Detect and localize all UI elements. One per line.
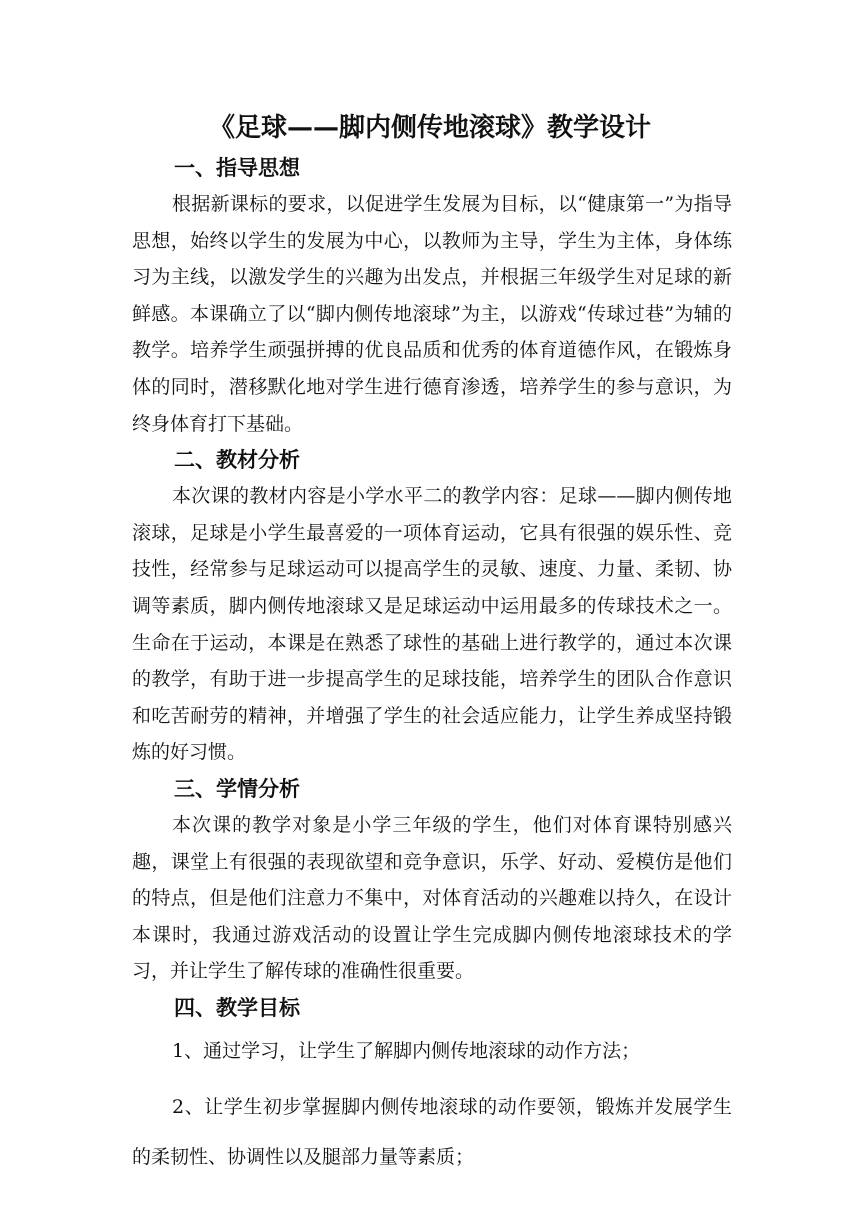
document-body [132, 150, 732, 1182]
section-guiding-ideology [132, 150, 732, 442]
section-heading: 二、教材分析 [174, 448, 300, 473]
objective-item: 2、让学生初步掌握脚内侧传地滚球的动作要领，锻炼并发展学生的柔韧性、协调性以及腿部力量等素质； [132, 1095, 732, 1168]
objective-item: 1、通过学习，让学生了解脚内侧传地滚球的动作方法； [172, 1039, 641, 1062]
section-heading: 四、教学目标 [174, 995, 300, 1020]
section-paragraph: 本次课的教学对象是小学三年级的学生，他们对体育课特别感兴趣，课堂上有很强的表现欲望和竞争意识，乐学、好动、爱模仿是他们的特点，但是他们注意力不集中，对体育活动的兴趣难以持久，在设计本课时，我通过游戏活动的设置让学生完成脚内侧传地滚球技术的学习，并让学生了解传球的准确性很重要。 [132, 813, 732, 983]
section-heading: 三、学情分析 [174, 776, 300, 801]
document-title: 《足球——脚内侧传地滚球》教学设计 [208, 113, 651, 143]
section-student-analysis [132, 771, 732, 990]
section-teaching-objectives [132, 990, 732, 1182]
section-paragraph: 根据新课标的要求，以促进学生发展为目标，以“健康第一”为指导思想，始终以学生的发展为中心，以教师为主导，学生为主体，身体练习为主线，以激发学生的兴趣为出发点，并根据三年级学生对足球的新鲜感。本课确立了以“脚内侧传地滚球”为主，以游戏“传球过巷”为辅的教学。培养学生顽强拼搏的优良品质和优秀的体育道德作风，在锻炼身体的同时，潜移默化地对学生进行德育渗透，培养学生的参与意识，为终身体育打下基础。 [132, 193, 732, 435]
section-paragraph: 本次课的教材内容是小学水平二的教学内容：足球——脚内侧传地滚球，足球是小学生最喜爱的一项体育运动，它具有很强的娱乐性、竞技性，经常参与足球运动可以提高学生的灵敏、速度、力量、柔韧、协调等素质，脚内侧传地滚球又是足球运动中运用最多的传球技术之一。生命在于运动，本课是在熟悉了球性的基础上进行教学的，通过本次课的教学，有助于进一步提高学生的足球技能，培养学生的团队合作意识和吃苦耐劳的精神，并增强了学生的社会适应能力，让学生养成坚持锻炼的好习惯。 [132, 485, 732, 764]
section-material-analysis [132, 442, 732, 771]
section-heading: 一、指导思想 [174, 156, 300, 180]
